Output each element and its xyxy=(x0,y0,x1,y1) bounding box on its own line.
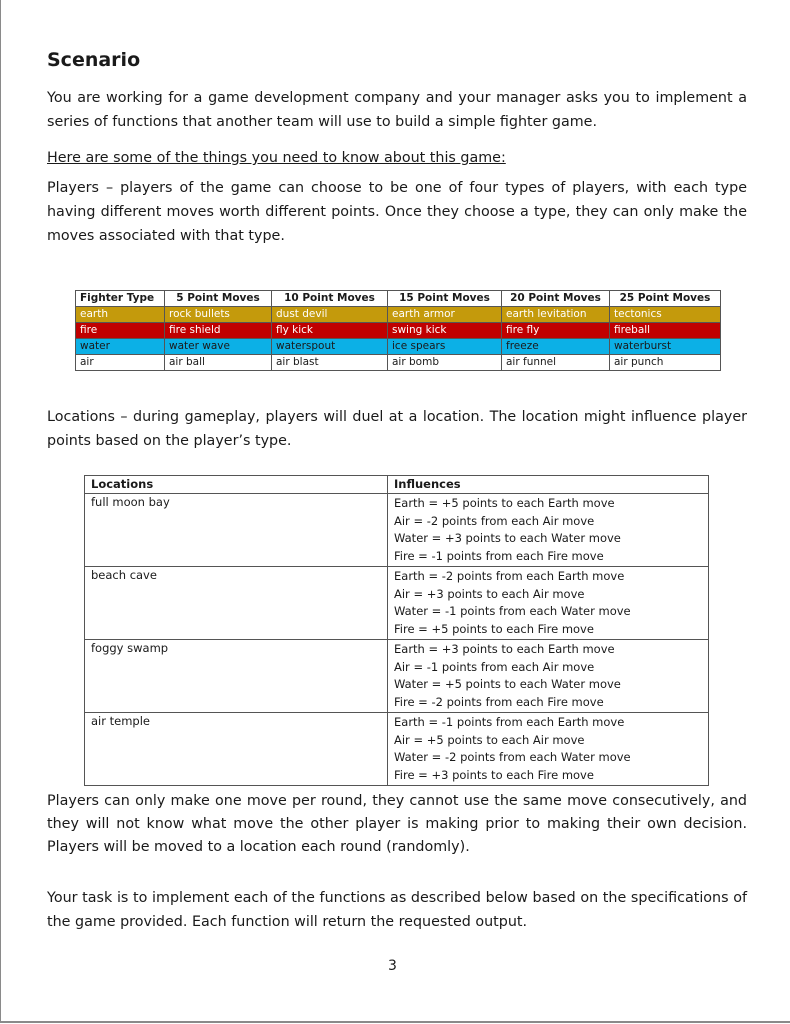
location-name: air temple xyxy=(85,713,388,786)
location-name: full moon bay xyxy=(85,494,388,567)
fighter-table-header xyxy=(76,291,721,307)
fighter-cell: freeze xyxy=(502,339,610,355)
page-title: Scenario xyxy=(47,49,141,71)
fighter-cell: waterburst xyxy=(610,339,721,355)
fighter-cell: air ball xyxy=(165,355,272,371)
fighter-cell: air blast xyxy=(272,355,388,371)
fighter-cell: earth xyxy=(76,307,165,323)
rules-paragraph: Players can only make one move per round, they cannot use the same move consecutively, and they will not know what move the other player is making prior to making their own decision. Players will be moved to a location each round (randomly). xyxy=(47,793,747,855)
influence-line: Water = -1 points from each Water move xyxy=(394,604,631,618)
location-row xyxy=(85,494,709,567)
influence-line: Fire = -2 points from each Fire move xyxy=(394,694,604,709)
fighter-row-water xyxy=(76,339,721,355)
fighter-cell: water xyxy=(76,339,165,355)
fighter-header-cell: Fighter Type xyxy=(76,291,165,307)
location-influences xyxy=(388,567,709,640)
page-border-bottom xyxy=(0,1021,790,1023)
influence-line: Fire = +3 points to each Fire move xyxy=(394,767,594,782)
fighter-cell: fire fly xyxy=(502,323,610,339)
players-paragraph: Players – players of the game can choose to be one of four types of players, with each type having different moves worth different points. Once they choose a type, they can only make the moves associated with that type. xyxy=(47,180,747,244)
fighter-cell: waterspout xyxy=(272,339,388,355)
influence-line: Air = -2 points from each Air move xyxy=(394,513,595,528)
location-influences xyxy=(388,640,709,713)
subheading: Here are some of the things you need to know about this game: xyxy=(47,150,506,166)
influence-line: Earth = -1 points from each Earth move xyxy=(394,715,625,729)
location-row xyxy=(85,640,709,713)
fighter-cell: fly kick xyxy=(272,323,388,339)
fighter-header-cell: 10 Point Moves xyxy=(272,291,388,307)
influence-line: Earth = -2 points from each Earth move xyxy=(394,569,625,583)
influence-line: Air = +3 points to each Air move xyxy=(394,586,585,601)
location-row xyxy=(85,713,709,786)
influence-line: Earth = +3 points to each Earth move xyxy=(394,642,615,656)
location-header-cell: Influences xyxy=(388,476,709,494)
influence-line: Water = +5 points to each Water move xyxy=(394,677,621,691)
influence-line: Earth = +5 points to each Earth move xyxy=(394,496,615,510)
location-name: beach cave xyxy=(85,567,388,640)
fighter-row-air xyxy=(76,355,721,371)
influence-line: Water = +3 points to each Water move xyxy=(394,531,621,545)
fighter-cell: air bomb xyxy=(388,355,502,371)
location-name: foggy swamp xyxy=(85,640,388,713)
fighter-cell: earth armor xyxy=(388,307,502,323)
task-paragraph: Your task is to implement each of the functions as described below based on the specifications of the game provided. Each function will return the requested output. xyxy=(47,890,747,930)
influence-line: Water = -2 points from each Water move xyxy=(394,750,631,764)
location-header-cell: Locations xyxy=(85,476,388,494)
influence-line: Fire = -1 points from each Fire move xyxy=(394,548,604,563)
fighter-cell: tectonics xyxy=(610,307,721,323)
fighter-cell: air punch xyxy=(610,355,721,371)
intro-paragraph: You are working for a game development company and your manager asks you to implement a series of functions that another team will use to build a simple fighter game. xyxy=(47,90,747,130)
fighter-header-cell: 15 Point Moves xyxy=(388,291,502,307)
fighter-cell: earth levitation xyxy=(502,307,610,323)
fighter-header-cell: 5 Point Moves xyxy=(165,291,272,307)
locations-paragraph: Locations – during gameplay, players will duel at a location. The location might influence player points based on the player’s type. xyxy=(47,409,747,449)
influence-line: Air = +5 points to each Air move xyxy=(394,732,585,747)
location-table-header xyxy=(85,476,709,494)
location-table xyxy=(84,475,709,786)
fighter-table xyxy=(75,290,721,371)
location-influences xyxy=(388,494,709,567)
fighter-row-earth xyxy=(76,307,721,323)
location-influences xyxy=(388,713,709,786)
fighter-header-cell: 25 Point Moves xyxy=(610,291,721,307)
influence-line: Air = -1 points from each Air move xyxy=(394,659,595,674)
page-border-left xyxy=(0,0,1,1022)
location-row xyxy=(85,567,709,640)
fighter-cell: air xyxy=(76,355,165,371)
fighter-cell: fire shield xyxy=(165,323,272,339)
fighter-cell: air funnel xyxy=(502,355,610,371)
fighter-cell: swing kick xyxy=(388,323,502,339)
fighter-cell: water wave xyxy=(165,339,272,355)
fighter-cell: dust devil xyxy=(272,307,388,323)
fighter-cell: fire xyxy=(76,323,165,339)
fighter-row-fire xyxy=(76,323,721,339)
influence-line: Fire = +5 points to each Fire move xyxy=(394,621,594,636)
page-number: 3 xyxy=(388,958,397,974)
fighter-header-cell: 20 Point Moves xyxy=(502,291,610,307)
fighter-cell: rock bullets xyxy=(165,307,272,323)
fighter-cell: fireball xyxy=(610,323,721,339)
fighter-cell: ice spears xyxy=(388,339,502,355)
